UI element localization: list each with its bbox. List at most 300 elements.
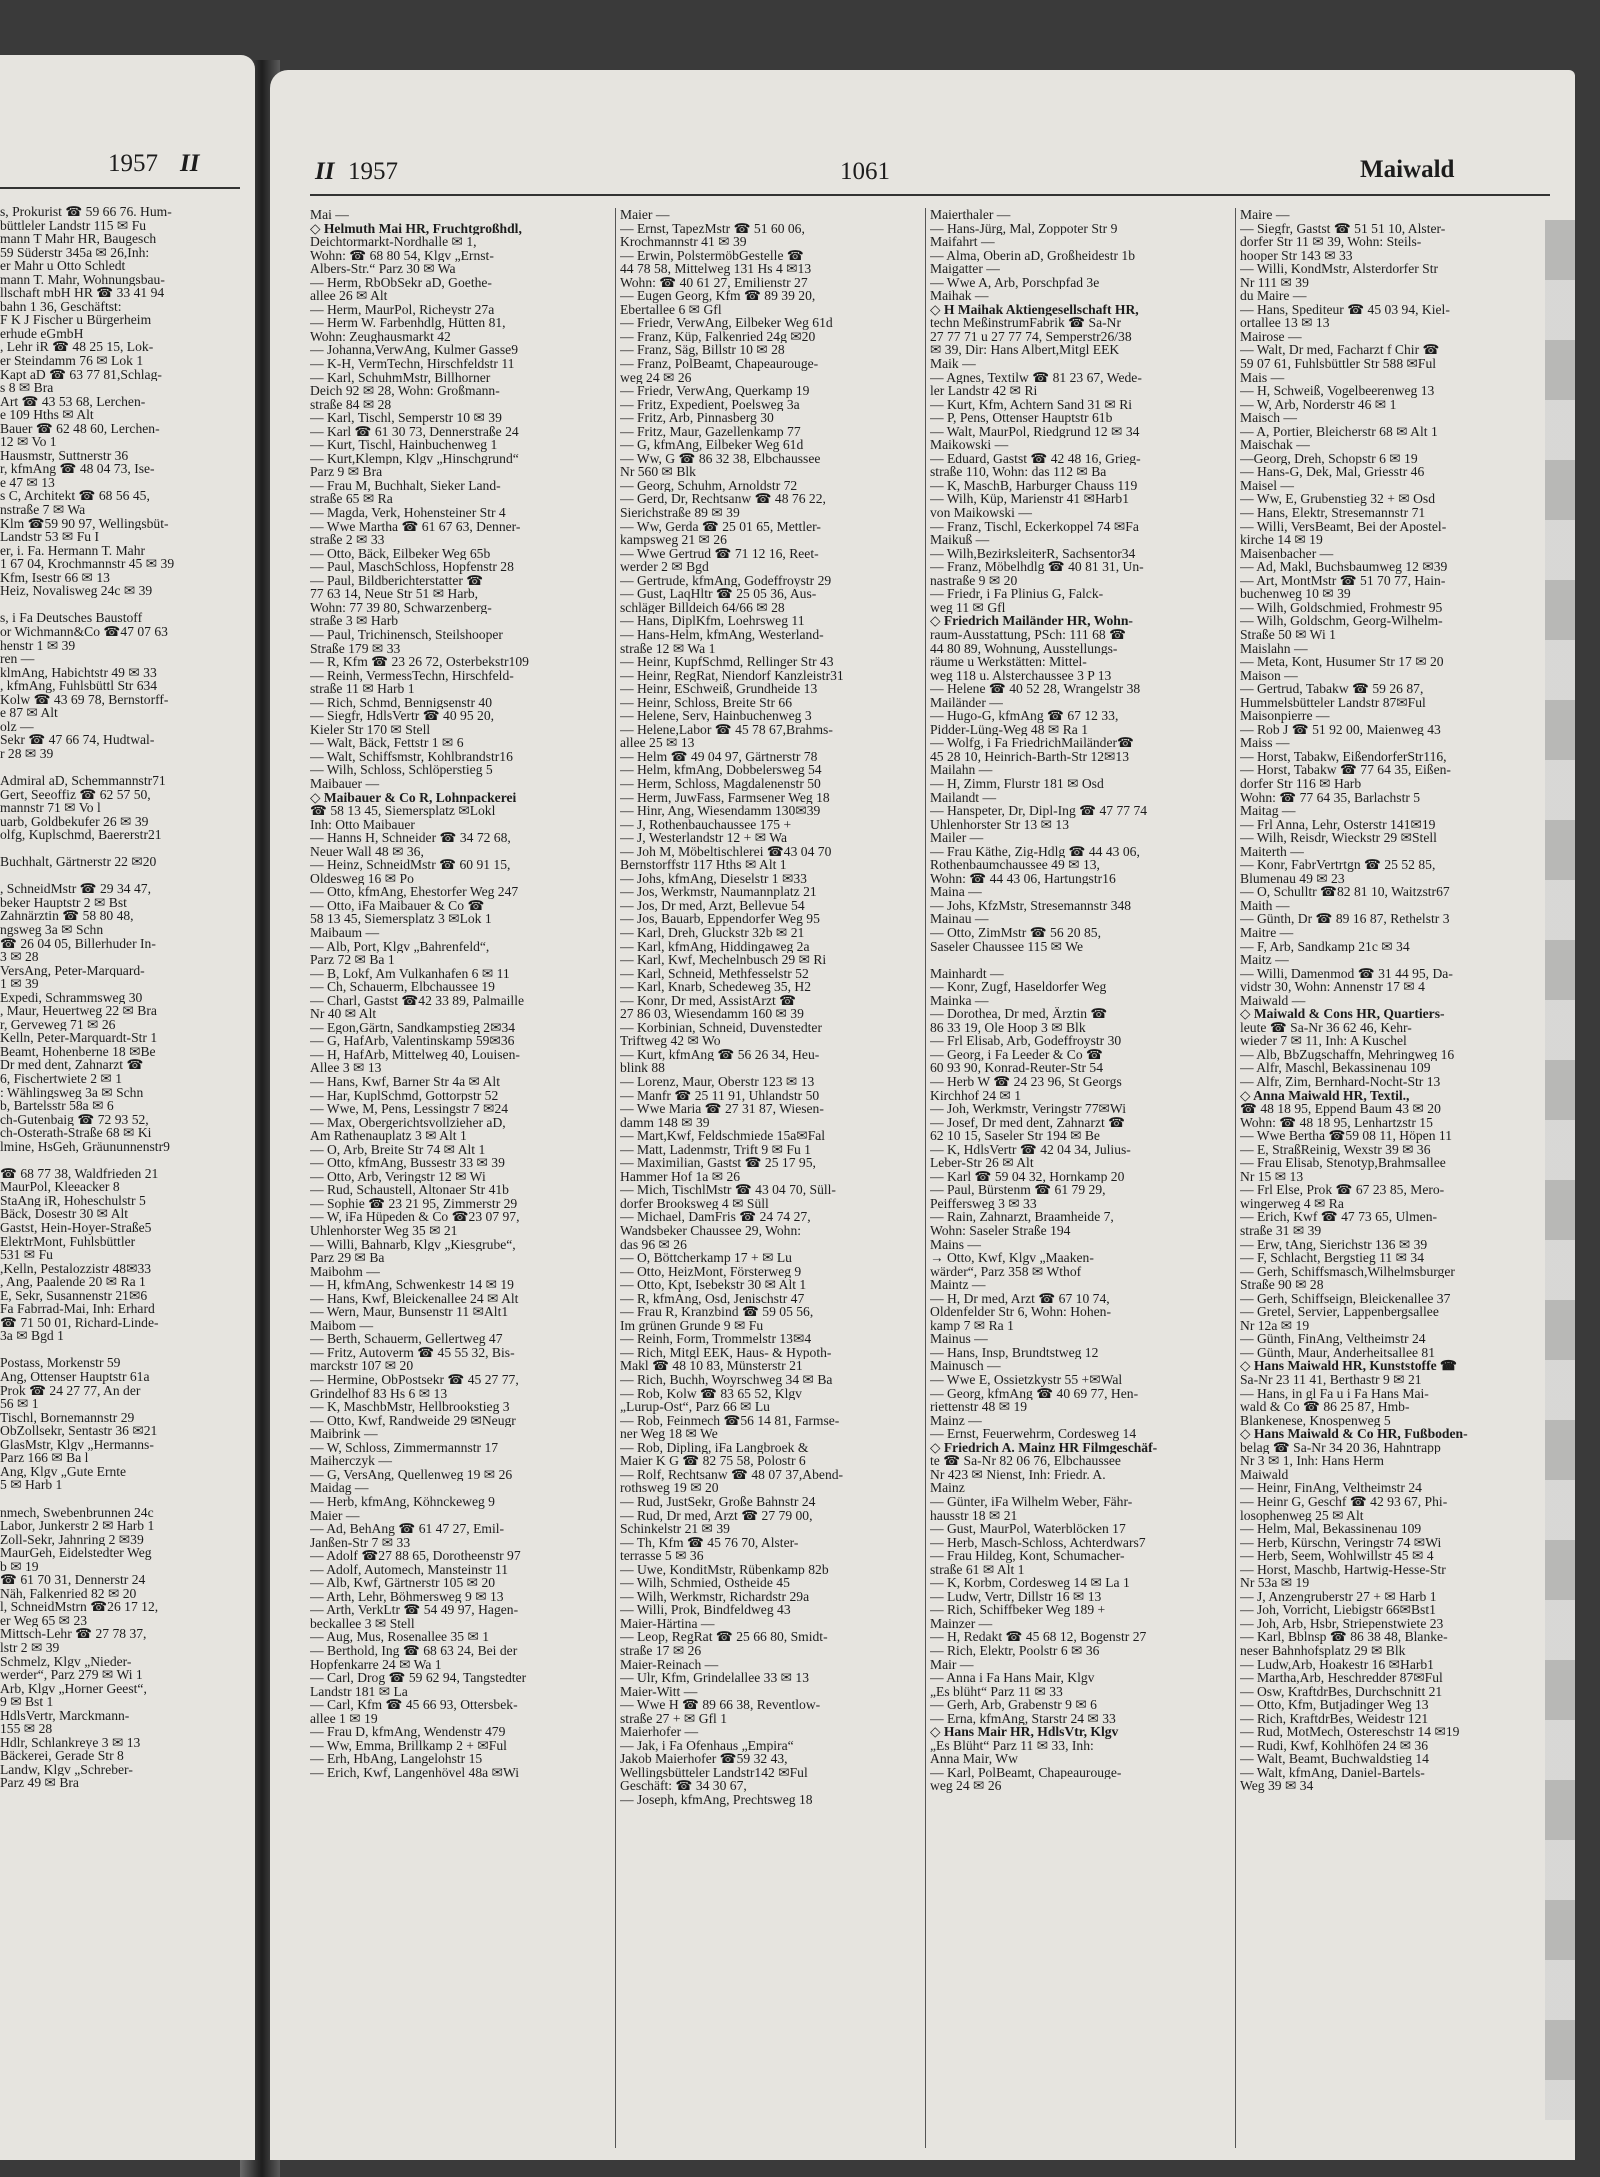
directory-entry-line: — Erna, kfmAng, Starstr 24 ✉ 33 (930, 1711, 1116, 1726)
directory-entry-line: — Heinr, KupfSchmd, Rellinger Str 43 (620, 655, 834, 669)
directory-entry-line: Postass, Morkenstr 59 (0, 1356, 121, 1371)
directory-entry-line: Grindelhof 83 Hs 6 ✉ 13 (310, 1386, 448, 1401)
directory-entry-line: 3 ✉ 28 (0, 950, 39, 964)
directory-entry-line: — Günter, iFa Wilhelm Weber, Fähr- (930, 1494, 1133, 1509)
directory-entry-line: neser Bahnhofsplatz 29 ✉ Blk (1240, 1643, 1406, 1658)
directory-entry-line: — Herm, JuwFass, Farmsener Weg 18 (620, 790, 830, 805)
directory-entry-line: — Erwin, PolstermöbGestelle ☎ (620, 248, 804, 263)
directory-entry-line: weg 24 ✉ 26 (930, 1779, 1002, 1793)
directory-entry-line: — R, Kfm ☎ 23 26 72, Osterbekstr109 (310, 655, 529, 669)
directory-entry-line: — Adolf, Automech, Mansteinstr 11 (310, 1562, 509, 1577)
directory-entry-line: — O, Arb, Breite Str 74 ✉ Alt 1 (310, 1142, 486, 1157)
directory-entry-line: blink 88 (620, 1061, 665, 1075)
directory-entry-line: Wohn: Saseler Straße 194 (930, 1224, 1071, 1238)
surname-heading: Maina — (930, 885, 982, 899)
surname-heading: Maidag — (310, 1481, 369, 1495)
surname-heading: Mais — (1240, 370, 1285, 385)
directory-entry-line: Kfm, Isestr 66 ✉ 13 (0, 570, 110, 585)
directory-entry-line: → Otto, Kwf, Klgv „Maaken- (930, 1251, 1094, 1265)
directory-entry-line: — Johanna,VerwAng, Kulmer Gasse9 (310, 343, 519, 358)
directory-entry-line: — F, Schlacht, Bergstieg 11 ✉ 34 (1240, 1251, 1424, 1265)
directory-entry-line (0, 1492, 255, 1506)
directory-entry-line: uarb, Goldbekufer 26 ✉ 39 (0, 814, 149, 829)
directory-entry-line: — Rolf, Rechtsanw ☎ 48 07 37,Abend- (620, 1467, 844, 1482)
directory-entry-line: — Georg, Schuhm, Arnoldstr 72 (620, 478, 798, 493)
directory-entry-line: — J, Rothenbauchaussee 175 + (620, 817, 792, 832)
surname-heading: Maifahrt — (930, 235, 995, 249)
directory-entry-line: — Helm ☎ 49 04 97, Gärtnerstr 78 (620, 749, 818, 764)
directory-entry-line: Maiwald (1240, 1467, 1289, 1482)
surname-heading: Maisel — (1240, 478, 1294, 493)
surname-heading: Mainusch — (930, 1359, 1001, 1374)
directory-entry-line: — W, iFa Hüpeden & Co ☎23 07 97, (310, 1210, 520, 1225)
directory-entry-line: — Jos, Werkmstr, Naumannplatz 21 (620, 885, 817, 899)
directory-entry-line: — Dorothea, Dr med, Ärztin ☎ (930, 1007, 1108, 1021)
directory-entry-line: — Heinr, Schloss, Breite Str 66 (620, 695, 793, 710)
surname-heading: Maier-Reinach — (620, 1657, 719, 1672)
directory-entry-line: — P, Pens, Ottenser Hauptstr 61b (930, 411, 1113, 425)
directory-entry-line: 1 67 04, Krochmannstr 45 ✉ 39 (0, 557, 175, 571)
directory-entry-line: — H, kfmAng, Schwenkestr 14 ✉ 19 (310, 1278, 514, 1292)
directory-entry-line: — Agnes, Textilw ☎ 81 23 67, Wede- (930, 370, 1142, 385)
directory-entry-line: — Wilh, Küp, Marienstr 41 ✉Harb1 (930, 492, 1129, 507)
directory-entry-line: — Paul, MaschSchloss, Hopfenstr 28 (310, 560, 514, 574)
directory-entry-line: Parz 166 ✉ Ba l (0, 1451, 89, 1465)
directory-entry-line: klmAng, Habichtstr 49 ✉ 33 (0, 665, 157, 680)
directory-entry-line: — Reinh, Form, Trommelstr 13✉4 (620, 1332, 812, 1346)
column-divider (615, 208, 616, 2148)
directory-entry-line: s, i Fa Deutsches Baustoff (0, 611, 143, 625)
directory-entry-line: : Wählingsweg 3a ✉ Schn (0, 1085, 144, 1100)
surname-heading: Maison — (1240, 668, 1298, 683)
directory-entry-line: — Hans, Elektr, Stresemannstr 71 (1240, 506, 1426, 520)
directory-entry-line: — W, Arb, Norderstr 46 ✉ 1 (1240, 397, 1397, 412)
directory-entry-line: Kelln, Peter-Marquardt-Str 1 (0, 1031, 158, 1045)
directory-entry-line: — O, Böttcherkamp 17 + ✉ Lu (620, 1251, 792, 1265)
directory-entry-line: — Otto, kfmAng, Ehestorfer Weg 247 (310, 885, 519, 899)
directory-entry-line: — Wwe A, Arb, Porschpfad 3e (930, 275, 1100, 290)
directory-entry-line: Sa-Nr 23 11 41, Berthastr 9 ✉ 21 (1240, 1373, 1422, 1387)
directory-entry-line: ner Weg 18 ✉ We (620, 1427, 718, 1441)
directory-entry-line: — Frau D, kfmAng, Wendenstr 479 (310, 1725, 506, 1739)
directory-entry-line: — K-H, VermTechn, Hirschfeldstr 11 (310, 357, 515, 371)
directory-entry-line: — Herm W. Farbenhdlg, Hütten 81, (310, 316, 506, 330)
directory-entry-line: Ebertallee 6 ✉ Gfl (620, 302, 722, 317)
directory-entry-line: — Erw, tAng, Sierichstr 136 ✉ 39 (1240, 1237, 1428, 1252)
page-number: 1061 (840, 158, 890, 185)
directory-entry-line: — Rich, Schmd, Bennigsenstr 40 (310, 695, 492, 710)
directory-entry-line: — Frau Käthe, Zig-Hdlg ☎ 44 43 06, (930, 844, 1140, 859)
directory-entry-line: — Alb, Port, Klgv „Bahrenfeld“, (310, 939, 490, 954)
directory-entry-line: 9 ✉ Bst 1 (0, 1695, 54, 1709)
directory-entry-line: — Ernst, TapezMstr ☎ 51 60 06, (620, 221, 805, 236)
directory-entry-line: — Jos, Bauarb, Eppendorfer Weg 95 (620, 912, 820, 926)
surname-heading: Mainz — (930, 1413, 982, 1428)
directory-entry-line: — Th, Kfm ☎ 45 76 70, Alster- (620, 1535, 799, 1550)
directory-entry-line: — Friedr, i Fa Plinius G, Falck- (930, 587, 1104, 601)
directory-entry-line: — Frau R, Kranzbind ☎ 59 05 56, (620, 1305, 814, 1319)
directory-entry-line: — Rud, Dr med, Arzt ☎ 27 79 00, (620, 1508, 813, 1523)
right-page-year: 1957 (348, 158, 398, 185)
directory-entry-line: Straße 90 ✉ 28 (1240, 1278, 1324, 1292)
directory-entry-line: Hopfenkarre 24 ✉ Wa 1 (310, 1657, 442, 1672)
directory-entry-line: straße 3 ✉ Harb (310, 614, 399, 628)
surname-heading: von Maikowski — (930, 506, 1032, 520)
surname-heading: Maiwald — (1240, 993, 1306, 1008)
directory-entry-line: Kirchhof 24 ✉ 1 (930, 1088, 1022, 1103)
directory-entry-line: — Rich, Schiffbeker Weg 189 + (930, 1603, 1106, 1617)
surname-heading: Maisonpierre — (1240, 709, 1330, 723)
directory-entry-line: 1 ✉ 39 (0, 977, 39, 991)
directory-entry-line: — Karl, SchuhmMstr, Billhorner (310, 370, 491, 385)
directory-entry-line: — Heinr, RegRat, Niendorf Kanzleistr31 (620, 668, 844, 683)
directory-entry-line: — Kurt, Kfm, Achtern Sand 31 ✉ Ri (930, 397, 1133, 412)
surname-heading: Maitag — (1240, 804, 1296, 818)
running-head: Maiwald (1360, 156, 1455, 183)
directory-entry-line: — A, Portier, Bleicherstr 68 ✉ Alt 1 (1240, 424, 1438, 439)
directory-entry-line: hooper Str 143 ✉ 33 (1240, 248, 1353, 263)
directory-entry-line: — Günth, FinAng, Veltheimstr 24 (1240, 1332, 1426, 1346)
directory-entry-line: — Rain, Zahnarzt, Braamheide 7, (930, 1210, 1114, 1225)
surname-heading: Maigatter — (930, 262, 1000, 276)
directory-entry-line: allee 1 ✉ 19 (310, 1711, 378, 1726)
directory-entry-line: straße 84 ✉ 28 (310, 397, 392, 412)
directory-entry-line: — Herb, Masch-Schloss, Achterdwars7 (930, 1535, 1146, 1550)
directory-entry-line: — Ludw,Arb, Hoakestr 16 ✉Harb1 (1240, 1657, 1434, 1672)
directory-entry-line: — Friedr, VerwAng, Eilbeker Weg 61d (620, 316, 833, 330)
directory-entry-line: — Heinr, FinAng, Veltheimstr 24 (1240, 1481, 1422, 1495)
directory-entry-line: Tischl, Bornemannstr 29 (0, 1410, 135, 1425)
directory-entry-line: — Wilh, Goldschm, Georg-Wilhelm- (1240, 614, 1443, 628)
directory-entry-line: wald & Co ☎ 86 25 87, Hmb- (1240, 1400, 1410, 1414)
directory-entry-line: — Karl, Bblnsp ☎ 86 38 48, Blanke- (1240, 1630, 1448, 1644)
directory-entry-line: 27 86 03, Wiesendamm 160 ✉ 39 (620, 1007, 804, 1021)
directory-entry-line: — Alfr, Maschl, Bekassinenau 109 (1240, 1061, 1431, 1075)
directory-entry-line: — J, Anzengruberstr 27 + ✉ Harb 1 (1240, 1589, 1437, 1604)
directory-entry-line: ◇ Hans Maiwald HR, Kunststoffe ☎ (1240, 1359, 1457, 1374)
directory-entry-line: StaAng iR, Hoheschulstr 5 (0, 1193, 146, 1208)
directory-entry-line: — Gertrud, Tabakw ☎ 59 26 87, (1240, 682, 1424, 696)
directory-entry-line: — Rob, Dipling, iFa Langbroek & (620, 1440, 809, 1455)
directory-entry-line: — Wilh, Goldschmied, Frohmestr 95 (1240, 600, 1443, 615)
directory-column-2 (620, 208, 920, 2153)
surname-heading: Maik — (930, 357, 976, 371)
directory-entry-line: — Hans, DiplKfm, Loehrsweg 11 (620, 614, 805, 628)
directory-entry-line: — B, Lokf, Am Vulkanhafen 6 ✉ 11 (310, 966, 510, 981)
directory-entry-line: — Joh, Arb, Hsbr, Striepenstwiete 23 (1240, 1616, 1444, 1631)
directory-entry-line: weg 24 ✉ 26 (620, 370, 692, 385)
directory-entry-line: Oldesweg 16 ✉ Po (310, 871, 414, 886)
directory-entry-line: 60 93 90, Konrad-Reuter-Str 54 (930, 1061, 1104, 1075)
surname-heading: Mailer — (930, 831, 984, 845)
directory-entry-line: 44 78 58, Mittelweg 131 Hs 4 ✉13 (620, 262, 812, 276)
directory-entry-line: lstr 2 ✉ 39 (0, 1640, 60, 1655)
directory-entry-line: — Otto, HeizMont, Försterweg 9 (620, 1264, 802, 1279)
directory-entry-line: —Georg, Dreh, Schopstr 6 ✉ 19 (1240, 451, 1418, 466)
directory-entry-line: Saseler Chaussee 115 ✉ We (930, 939, 1083, 954)
left-page-roman: II (180, 150, 200, 177)
directory-entry-line: — Gerh, Schiffseign, Bleickenallee 37 (1240, 1291, 1451, 1306)
directory-entry-line: straße 12 ✉ Wa 1 (620, 641, 716, 656)
directory-entry-line: er Steindamm 76 ✉ Lok 1 (0, 354, 144, 368)
directory-entry-line: buchenweg 10 ✉ 39 (1240, 587, 1351, 601)
directory-entry-line: — Frau M, Buchhalt, Sieker Land- (310, 478, 501, 493)
directory-entry-line: Admiral aD, Schemmannstr71 (0, 773, 166, 788)
directory-entry-line: straße 61 ✉ Alt 1 (930, 1562, 1025, 1577)
directory-entry-line: — Wern, Maur, Bunsenstr 11 ✉Alt1 (310, 1305, 509, 1319)
directory-entry-line: Neuer Wall 48 ✉ 36, (310, 844, 424, 859)
column-divider (925, 208, 926, 2148)
directory-entry-line: Nr 560 ✉ Blk (620, 465, 696, 479)
directory-entry-line: r, kfmAng ☎ 48 04 73, Ise- (0, 462, 155, 476)
directory-entry-line: — Alb, Kwf, Gärtnerstr 105 ✉ 20 (310, 1576, 496, 1590)
directory-entry-line: Näh, Falkenried 82 ✉ 20 (0, 1586, 137, 1601)
surname-heading: olz — (0, 719, 34, 734)
directory-entry-line: — Wilh,BezirksleiterR, Sachsentor34 (930, 546, 1136, 561)
directory-entry-line: losophenweg 25 ✉ Alt (1240, 1508, 1364, 1523)
directory-entry-line: — Herm, MaurPol, Richeystr 27a (310, 302, 495, 317)
surname-heading: Maith — (1240, 898, 1290, 913)
directory-entry-line: Schmelz, Klgv „Nieder- (0, 1654, 132, 1669)
directory-entry-line: terrasse 5 ✉ 36 (620, 1549, 704, 1563)
directory-entry-line: b, Bartelsstr 58a ✉ 6 (0, 1099, 114, 1113)
directory-entry-line: — Otto, Bäck, Eilbeker Weg 65b (310, 546, 491, 561)
directory-entry-line: MaurGeh, Eidelstedter Weg (0, 1546, 152, 1560)
directory-entry-line: werder“, Parz 279 ✉ Wi 1 (0, 1668, 143, 1682)
directory-entry-line: — Rich, KraftdrBes, Weidestr 121 (1240, 1711, 1429, 1726)
directory-entry-line: — W, Schloss, Zimmermannstr 17 (310, 1440, 499, 1455)
directory-entry-line: — H, Schweiß, Vogelbeerenweg 13 (1240, 384, 1435, 398)
directory-entry-line: ◇ Friedrich Mailänder HR, Wohn- (930, 614, 1133, 628)
directory-entry-line: mann T. Mahr, Wohnungsbau- (0, 272, 165, 287)
directory-entry-line: Heiz, Novalisweg 24c ✉ 39 (0, 584, 153, 598)
directory-entry-line: — Osw, KraftdrBes, Durchschnitt 21 (1240, 1684, 1443, 1699)
directory-entry-line: ObZollsekr, Sentastr 36 ✉21 (0, 1424, 158, 1438)
directory-entry-line: — Heinz, SchneidMstr ☎ 60 91 15, (310, 858, 511, 872)
directory-entry-line: — Walt, MaurPol, Riedgrund 12 ✉ 34 (930, 424, 1140, 439)
directory-entry-line: ◇ Maiwald & Cons HR, Quartiers- (1240, 1007, 1445, 1021)
directory-entry-line: — Hans-Helm, kfmAng, Westerland- (620, 627, 824, 642)
column-divider (1235, 208, 1236, 2148)
directory-entry-line: — Magda, Verk, Hohensteiner Str 4 (310, 506, 506, 520)
directory-entry-line: Wohn: ☎ 40 61 27, Emilienstr 27 (620, 275, 808, 290)
directory-entry-line: — Wilh, Reisdr, Wieckstr 29 ✉Stell (1240, 831, 1437, 845)
directory-entry-line (0, 1153, 255, 1167)
directory-entry-line: 12 ✉ Vo 1 (0, 435, 57, 449)
directory-entry-line: — Johs, KfzMstr, Stresemannstr 348 (930, 898, 1132, 913)
directory-entry-line: Krochmannstr 41 ✉ 39 (620, 235, 747, 249)
left-page (0, 55, 255, 2160)
surname-heading: Maischak — (1240, 438, 1310, 452)
directory-entry-line: straße 11 ✉ Harb 1 (310, 682, 415, 696)
directory-entry-line: kamp 7 ✉ Ra 1 (930, 1318, 1014, 1333)
directory-entry-line: — Helene, Serv, Hainbuchenweg 3 (620, 709, 812, 723)
directory-entry-line: 86 33 19, Ole Hoop 3 ✉ Blk (930, 1020, 1086, 1035)
directory-entry-line: — Otto, Kfm, Butjadinger Weg 13 (1240, 1698, 1429, 1712)
directory-entry-line: — Otto, Arb, Veringstr 12 ✉ Wi (310, 1169, 486, 1184)
directory-entry-line: Albers-Str.“ Parz 30 ✉ Wa (310, 262, 456, 276)
directory-entry-line: Wohn: 77 39 80, Schwarzenberg- (310, 600, 492, 615)
surname-heading: Maisch — (1240, 411, 1298, 425)
directory-entry-line: ◇ Maibauer & Co R, Lohnpackerei (310, 790, 517, 805)
directory-entry-line: Mittsch-Lehr ☎ 27 78 37, (0, 1627, 147, 1641)
directory-entry-line: — Otto, kfmAng, Bussestr 33 ✉ 39 (310, 1156, 505, 1170)
right-header-rule (310, 194, 1550, 196)
directory-entry-line: Blankenese, Knospenweg 5 (1240, 1413, 1391, 1428)
directory-entry-line: Peiffersweg 3 ✉ 33 (930, 1196, 1037, 1211)
surname-heading: Mai — (310, 208, 349, 222)
directory-entry-line: — Carl, Drog ☎ 59 62 94, Tangstedter (310, 1671, 527, 1685)
directory-entry-line: Gert, Seeoffiz ☎ 62 57 50, (0, 787, 151, 802)
directory-entry-line: Wohn: ☎ 44 43 06, Hartungstr16 (930, 871, 1116, 886)
directory-entry-line: — G, HafArb, Valentinskamp 59✉36 (310, 1034, 515, 1048)
directory-entry-line: — Sophie ☎ 23 21 95, Zimmerstr 29 (310, 1196, 518, 1211)
directory-entry-line: Parz 49 ✉ Bra (0, 1776, 79, 1790)
left-page-column (0, 205, 255, 1790)
directory-entry-line: 62 10 15, Saseler Str 194 ✉ Be (930, 1129, 1100, 1143)
directory-entry-line: , SchneidMstr ☎ 29 34 47, (0, 882, 151, 896)
surname-heading: du Maire — (1240, 289, 1307, 303)
directory-entry-line: ◇ Hans Maiwald & Co HR, Fußboden- (1240, 1427, 1468, 1441)
directory-entry-line: ☎ 71 50 01, Richard-Linde- (0, 1315, 159, 1330)
directory-entry-line: — Karl, PolBeamt, Chapeaurouge- (930, 1765, 1122, 1780)
surname-heading: ren — (0, 652, 35, 666)
directory-entry-line: Parz 29 ✉ Ba (310, 1251, 385, 1265)
surname-heading: Maibauer — (310, 776, 380, 791)
surname-heading: Maier — (310, 1508, 360, 1523)
directory-entry-line: — Herb, Seem, Wohlwillstr 45 ✉ 4 (1240, 1549, 1434, 1563)
directory-entry-line: — Karl, Kwf, Mechelnbusch 29 ✉ Ri (620, 953, 827, 967)
directory-entry-line: ch-Osterath-Straße 68 ✉ Ki (0, 1126, 152, 1140)
directory-entry-line: straße 31 ✉ 39 (1240, 1224, 1322, 1238)
directory-entry-line: Klm ☎59 90 97, Wellingsbüt- (0, 516, 169, 531)
directory-entry-line: — Max, Obergerichtsvollzieher aD, (310, 1115, 506, 1130)
directory-entry-line: marckstr 107 ✉ 20 (310, 1359, 414, 1374)
directory-entry-line: Nr 15 ✉ 13 (1240, 1169, 1304, 1184)
directory-entry-line: — Konr, Dr med, AssistArzt ☎ (620, 993, 797, 1008)
directory-entry-line: ngsweg 3a ✉ Schn (0, 922, 104, 937)
directory-entry-line: — Wwe Bertha ☎59 08 11, Höpen 11 (1240, 1129, 1452, 1143)
directory-entry-line: Uhlenhorster Weg 35 ✉ 21 (310, 1224, 458, 1238)
directory-entry-line: ortallee 13 ✉ 13 (1240, 316, 1330, 330)
directory-entry-line: ,Kelln, Pestalozzistr 48✉33 (0, 1261, 152, 1276)
directory-entry-line: — Frl Anna, Lehr, Osterstr 141✉19 (1240, 817, 1436, 832)
surname-heading: Maierhofer — (620, 1725, 699, 1739)
surname-heading: Maitre — (1240, 925, 1294, 940)
directory-entry-line: Pidder-Lüng-Weg 48 ✉ Ra 1 (930, 722, 1089, 737)
directory-entry-line: — Gust, LaqHltr ☎ 25 05 36, Aus- (620, 587, 817, 601)
directory-entry-line: Allee 3 ✉ 13 (310, 1061, 382, 1075)
directory-entry-line: Beamt, Hohenberne 18 ✉Be (0, 1044, 156, 1059)
directory-entry-line: — Matt, Ladenmstr, Trift 9 ✉ Fu 1 (620, 1142, 811, 1157)
directory-entry-line: — G, VersAng, Quellenweg 19 ✉ 26 (310, 1467, 513, 1482)
directory-entry-line: Am Rathenauplatz 3 ✉ Alt 1 (310, 1129, 467, 1143)
directory-entry-line: 6, Fischertwiete 2 ✉ 1 (0, 1072, 123, 1086)
directory-entry-line: — Adolf ☎27 88 65, Dorotheenstr 97 (310, 1549, 521, 1563)
directory-entry-line: — Wwe E, Ossietzkystr 55 +✉Wal (930, 1373, 1123, 1387)
directory-entry-line: — Wwe H ☎ 89 66 38, Reventlow- (620, 1698, 821, 1712)
directory-entry-line: nstraße 7 ✉ Wa (0, 503, 86, 517)
directory-entry-line: olfg, Kuplschmd, Baererstr21 (0, 828, 162, 842)
directory-entry-line: r, Gerveweg 71 ✉ 26 (0, 1017, 116, 1032)
directory-entry-line: Straße 179 ✉ 33 (310, 641, 401, 656)
directory-entry-line: — Gerd, Dr, Rechtsanw ☎ 48 76 22, (620, 492, 826, 507)
surname-heading: Mainzer — (930, 1616, 993, 1631)
directory-entry-line: Maikuß — (930, 533, 990, 547)
surname-heading: Maintz — (930, 1278, 986, 1292)
directory-entry-line (0, 760, 255, 774)
surname-heading: Maierthaler — (930, 208, 1011, 222)
directory-entry-line: — Friedr, VerwAng, Querkamp 19 (620, 384, 810, 398)
directory-entry-line: — Willi, Damenmod ☎ 31 44 95, Da- (1240, 966, 1453, 981)
directory-entry-line: büttleler Landstr 115 ✉ Fu (0, 218, 147, 233)
directory-entry-line: — Ad, Makl, Buchsbaumweg 12 ✉39 (1240, 560, 1448, 574)
directory-entry-line: Landstr 181 ✉ La (310, 1684, 408, 1699)
surname-heading: Maisenbacher — (1240, 546, 1334, 561)
directory-entry-line: Wohn: ☎ 68 80 54, Klgv „Ernst- (310, 248, 494, 263)
directory-entry-line: — Egon,Gärtn, Sandkampstieg 2✉34 (310, 1020, 516, 1035)
directory-entry-line: ◇ Hans Mair HR, HdlsVtr, Klgv (930, 1725, 1119, 1739)
surname-heading: Maislahn — (1240, 641, 1308, 656)
directory-entry-line: — Herb W ☎ 24 23 96, St Georgs (930, 1075, 1122, 1089)
directory-entry-line: — Walt, Schiffsmstr, Kohlbrandstr16 (310, 749, 513, 764)
directory-entry-line: vidstr 30, Wohn: Annenstr 17 ✉ 4 (1240, 980, 1425, 994)
directory-entry-line: — Georg, i Fa Leeder & Co ☎ (930, 1047, 1103, 1062)
directory-entry-line: riettenstr 48 ✉ 19 (930, 1400, 1028, 1414)
directory-entry-line: — Franz, Küp, Falkenried 24g ✉20 (620, 329, 816, 344)
directory-entry-line: — R, kfmAng, Osd, Jenischstr 47 (620, 1291, 805, 1306)
page-edge-strip (1545, 220, 1575, 2120)
directory-entry-line: , Maur, Heuertweg 22 ✉ Bra (0, 1004, 157, 1018)
surname-heading: Maier — (620, 208, 670, 222)
right-page-roman: II (315, 158, 335, 185)
directory-entry-line: — Helm, Mal, Bekassinenau 109 (1240, 1522, 1422, 1536)
directory-entry-line: Labor, Junkerstr 2 ✉ Harb 1 (0, 1519, 155, 1533)
directory-entry-line: — Fritz, Maur, Gazellenkamp 77 (620, 424, 801, 439)
directory-entry-line: ☎ 48 18 95, Eppend Baum 43 ✉ 20 (1240, 1102, 1441, 1116)
directory-entry-line: wärder“, Parz 358 ✉ Wthof (930, 1264, 1082, 1279)
directory-entry-line (0, 598, 255, 612)
directory-entry-line: Maier K G ☎ 82 75 58, Polostr 6 (620, 1454, 806, 1468)
directory-entry-line: Straße 50 ✉ Wi 1 (1240, 627, 1336, 642)
directory-entry-line: — Eugen Georg, Kfm ☎ 89 39 20, (620, 289, 816, 303)
directory-entry-line: — Herm, Schloss, Magdalenenstr 50 (620, 776, 821, 791)
directory-entry-line: s C, Architekt ☎ 68 56 45, (0, 489, 150, 504)
directory-entry-line: er Weg 65 ✉ 23 (0, 1613, 88, 1628)
directory-entry-line: wingerweg 4 ✉ Ra (1240, 1196, 1344, 1211)
directory-entry-line: — Gerh, Schiffsmasch,Wilhelmsburger (1240, 1264, 1455, 1279)
directory-entry-line: „Es blüht“ Parz 11 ✉ 33 (930, 1684, 1063, 1699)
directory-entry-line: — Siegfr, HdlsVertr ☎ 40 95 20, (310, 709, 495, 723)
directory-entry-line: Deich 92 ✉ 28, Wohn: Großmann- (310, 384, 500, 398)
directory-entry-line: ◇ Anna Maiwald HR, Textil., (1240, 1088, 1410, 1103)
directory-entry-line: Wohn: ☎ 48 18 95, Lenhartzstr 15 (1240, 1115, 1433, 1130)
directory-entry-line: — Eduard, Gastst ☎ 42 48 16, Grieg- (930, 451, 1141, 466)
directory-entry-line: — Ad, BehAng ☎ 61 47 27, Emil- (310, 1522, 505, 1536)
directory-entry-line: — Konr, FabrVertrtgn ☎ 25 52 85, (1240, 858, 1436, 872)
directory-entry-line: — Herb, Kürschn, Veringstr 74 ✉Wi (1240, 1535, 1442, 1550)
directory-entry-line: — Hanspeter, Dr, Dipl-Ing ☎ 47 77 74 (930, 804, 1148, 818)
directory-entry-line: — Herm, RbObSekr aD, Goethe- (310, 275, 492, 290)
directory-entry-line: Bernstorffstr 117 Hths ✉ Alt 1 (620, 858, 787, 872)
directory-entry-line: — Michael, DamFris ☎ 24 74 27, (620, 1210, 811, 1225)
directory-entry-line: e 109 Hths ✉ Alt (0, 408, 94, 422)
directory-entry-line: — Manfr ☎ 25 11 91, Uhlandstr 50 (620, 1088, 820, 1103)
directory-entry-line: — Karl, Knarb, Schedeweg 35, H2 (620, 980, 812, 994)
directory-entry-line: — Ernst, Feuerwehrm, Cordesweg 14 (930, 1427, 1137, 1441)
directory-entry-line: — Paul, Bildberichterstatter ☎ (310, 573, 484, 588)
surname-heading: Mainhardt — (930, 966, 1004, 981)
